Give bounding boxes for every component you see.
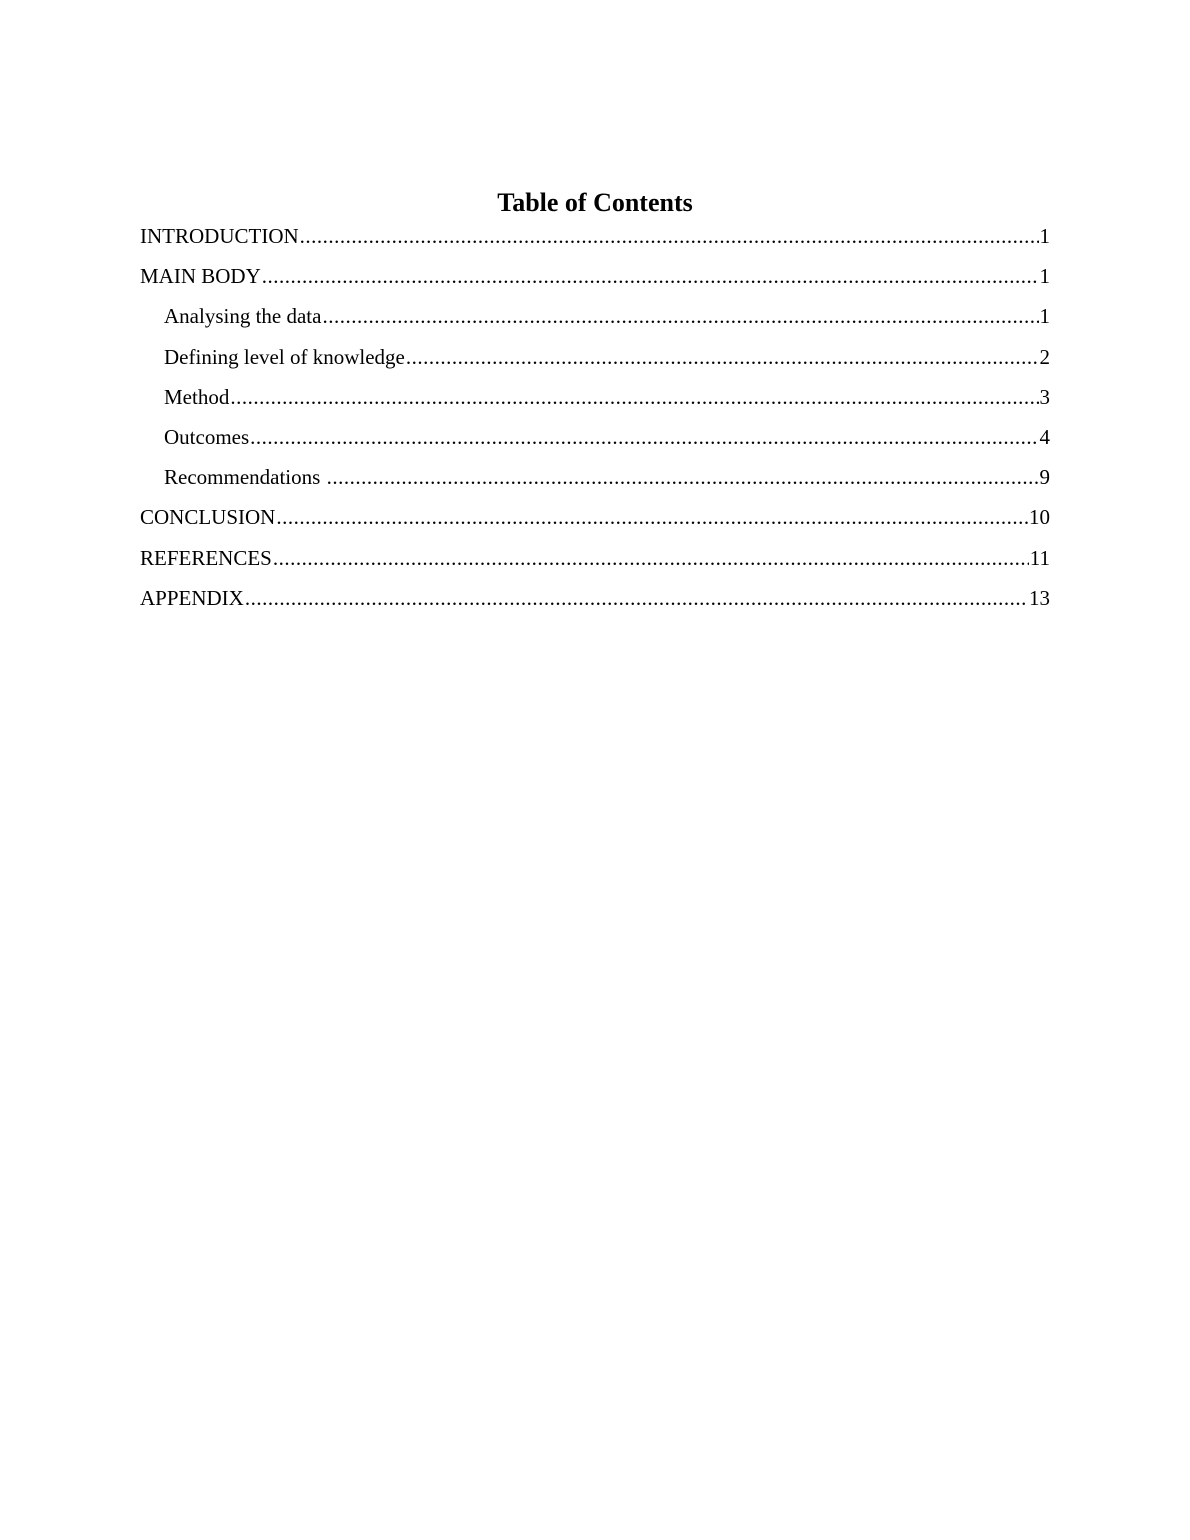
- toc-entry-defining-level-of-knowledge[interactable]: [140, 343, 1050, 383]
- toc-dot-leader: [300, 222, 1039, 250]
- toc-entry-label: MAIN BODY: [140, 264, 261, 289]
- toc-dot-leader: [322, 302, 1038, 330]
- toc-entry-analysing-the-data[interactable]: [140, 302, 1050, 342]
- toc-dot-leader: [230, 383, 1038, 411]
- toc-entry-label: REFERENCES: [140, 545, 272, 570]
- toc-list: [140, 222, 1050, 624]
- toc-entry-page: 4: [1039, 424, 1050, 449]
- toc-entry-page: 11: [1029, 545, 1050, 570]
- toc-entry-page: 3: [1039, 384, 1050, 409]
- toc-entry-label: Defining level of knowledge: [164, 344, 405, 369]
- toc-title: Table of Contents: [497, 188, 693, 217]
- toc-entry-main-body[interactable]: [140, 262, 1050, 302]
- toc-dot-leader: [327, 463, 1039, 491]
- toc-entry-appendix[interactable]: [140, 584, 1050, 624]
- toc-entry-label: CONCLUSION: [140, 505, 276, 530]
- toc-entry-label: Recommendations: [164, 465, 326, 490]
- toc-entry-page: 13: [1029, 585, 1050, 610]
- toc-dot-leader: [273, 544, 1029, 572]
- toc-entry-recommendations[interactable]: [140, 463, 1050, 503]
- toc-entry-page: 10: [1029, 505, 1050, 530]
- toc-entry-introduction[interactable]: [140, 222, 1050, 262]
- toc-entry-label: Method: [164, 384, 230, 409]
- toc-entry-label: APPENDIX: [140, 585, 244, 610]
- toc-dot-leader: [406, 343, 1039, 371]
- toc-entry-page: 9: [1039, 465, 1050, 490]
- toc-entry-page: 1: [1039, 224, 1050, 248]
- toc-dot-leader: [276, 503, 1028, 531]
- toc-dot-leader: [245, 584, 1028, 612]
- toc-entry-page: 1: [1039, 304, 1050, 329]
- toc-entry-references[interactable]: [140, 544, 1050, 584]
- toc-dot-leader: [250, 423, 1038, 451]
- toc-entry-outcomes[interactable]: [140, 423, 1050, 463]
- toc-entry-method[interactable]: [140, 383, 1050, 423]
- toc-entry-conclusion[interactable]: [140, 503, 1050, 543]
- toc-entry-page: 1: [1039, 264, 1050, 289]
- toc-dot-leader: [262, 262, 1039, 290]
- table-of-contents: [140, 186, 1050, 624]
- toc-entry-label: Outcomes: [164, 424, 250, 449]
- toc-entry-label: Analysing the data: [164, 304, 322, 329]
- toc-entry-label: INTRODUCTION: [140, 224, 299, 248]
- toc-entry-page: 2: [1039, 344, 1050, 369]
